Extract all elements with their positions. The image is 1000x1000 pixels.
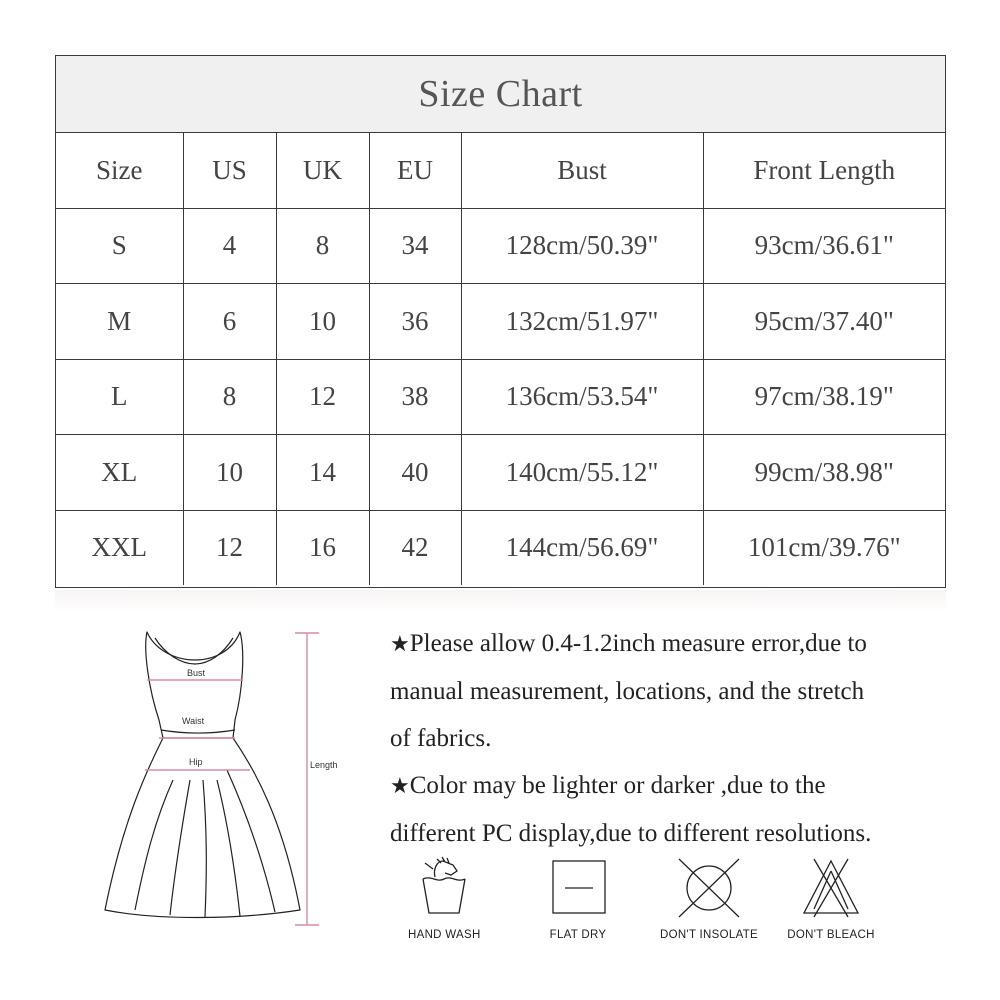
dont-bleach-icon [786, 855, 876, 921]
star-icon: ★ [390, 632, 410, 657]
note-line: manual measurement, locations, and the stretch [390, 678, 865, 705]
care-label: DON'T INSOLATE [660, 929, 758, 941]
table-row [56, 284, 945, 360]
cell-uk: 14 [276, 435, 369, 511]
chart-title: Size Chart [56, 56, 945, 133]
header-bust: Bust [461, 133, 703, 208]
cell-eu: 38 [369, 359, 461, 435]
divider-shade [55, 590, 946, 612]
table-row [56, 359, 945, 435]
cell-bust: 132cm/51.97" [461, 284, 703, 360]
dress-diagram [95, 620, 355, 940]
cell-eu: 42 [369, 510, 461, 585]
care-label: FLAT DRY [549, 929, 607, 941]
cell-size: XL [56, 435, 183, 511]
cell-front-length: 101cm/39.76" [703, 510, 945, 585]
care-label: DON'T BLEACH [787, 929, 875, 941]
care-label: HAND WASH [408, 929, 481, 941]
header-front-length: Front Length [703, 133, 945, 208]
cell-front-length: 95cm/37.40" [703, 284, 945, 360]
care-dont-bleach [786, 855, 876, 941]
cell-us: 12 [183, 510, 276, 585]
cell-size: S [56, 208, 183, 284]
cell-uk: 10 [276, 284, 369, 360]
table-row [56, 510, 945, 585]
cell-us: 8 [183, 359, 276, 435]
cell-bust: 128cm/50.39" [461, 208, 703, 284]
cell-size: XXL [56, 510, 183, 585]
note-line: ★Please allow 0.4-1.2inch measure error,due to [390, 630, 867, 657]
hand-wash-icon [411, 855, 477, 921]
header-size: Size [56, 133, 183, 208]
star-icon: ★ [390, 774, 410, 799]
table-row [56, 208, 945, 284]
header-eu: EU [369, 133, 461, 208]
cell-uk: 16 [276, 510, 369, 585]
bust-label: Bust [187, 668, 206, 678]
size-chart [55, 55, 946, 588]
care-hand-wash [408, 855, 481, 941]
note-line: different PC display,due to different resolutions. [390, 820, 872, 847]
note-line: ★Color may be lighter or darker ,due to the [390, 772, 826, 799]
cell-eu: 40 [369, 435, 461, 511]
header-uk: UK [276, 133, 369, 208]
note-line: of fabrics. [390, 725, 492, 752]
dress-outline-icon [95, 620, 355, 940]
cell-front-length: 97cm/38.19" [703, 359, 945, 435]
hip-label: Hip [189, 757, 203, 767]
cell-bust: 144cm/56.69" [461, 510, 703, 585]
cell-size: L [56, 359, 183, 435]
cell-eu: 34 [369, 208, 461, 284]
cell-us: 6 [183, 284, 276, 360]
cell-size: M [56, 284, 183, 360]
cell-bust: 136cm/53.54" [461, 359, 703, 435]
dont-insolate-icon [671, 855, 747, 921]
care-dont-insolate [660, 855, 758, 941]
cell-uk: 8 [276, 208, 369, 284]
cell-front-length: 99cm/38.98" [703, 435, 945, 511]
header-us: US [183, 133, 276, 208]
cell-us: 4 [183, 208, 276, 284]
cell-bust: 140cm/55.12" [461, 435, 703, 511]
cell-eu: 36 [369, 284, 461, 360]
cell-front-length: 93cm/36.61" [703, 208, 945, 284]
cell-us: 10 [183, 435, 276, 511]
care-flat-dry [545, 855, 611, 941]
table-row [56, 435, 945, 511]
length-label: Length [310, 760, 338, 770]
cell-uk: 12 [276, 359, 369, 435]
table-header-row [56, 133, 945, 208]
flat-dry-icon [545, 855, 611, 921]
size-table [56, 133, 945, 585]
waist-label: Waist [182, 716, 205, 726]
notes [390, 620, 950, 857]
